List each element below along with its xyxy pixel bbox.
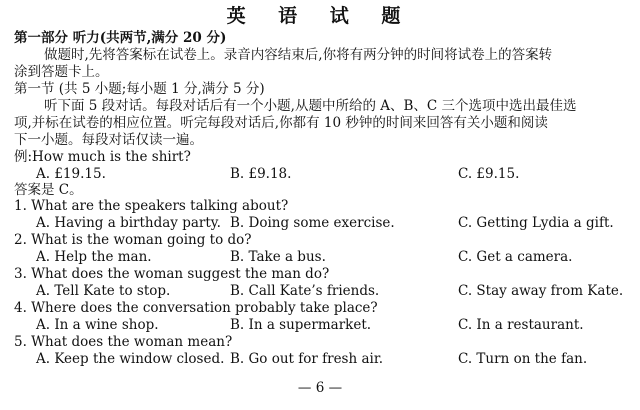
question-3-option-c: C. Stay away from Kate. <box>458 283 624 299</box>
page-number: — 6 — <box>297 380 343 396</box>
question-1-option-b: B. Doing some exercise. <box>230 215 395 231</box>
question-3-option-b: B. Call Kate’s friends. <box>230 283 380 299</box>
page-title: 英 语 试 题 <box>226 5 414 27</box>
example-option-b: B. £9.18. <box>230 166 292 182</box>
part1-instruction-line: 涂到答题卡上。 <box>14 64 109 80</box>
question-2-option-c: C. Get a camera. <box>458 249 573 265</box>
section1-instruction-line: 下一小题。每段对话仅读一遍。 <box>14 132 203 148</box>
question-1-option-a: A. Having a birthday party. <box>36 215 221 231</box>
question-4-option-b: B. In a supermarket. <box>230 317 372 333</box>
question-2-option-a: A. Help the man. <box>36 249 152 265</box>
example-question: 例:How much is the shirt? <box>14 149 191 165</box>
example-answer: 答案是 C。 <box>14 182 83 198</box>
part1-instruction-line: 做题时,先将答案标在试卷上。录音内容结束后,你将有两分钟的时间将试卷上的答案转 <box>44 47 553 63</box>
example-option-c: C. £9.15. <box>458 166 520 182</box>
example-option-a: A. £19.15. <box>36 166 106 182</box>
question-5-option-c: C. Turn on the fan. <box>458 351 588 367</box>
question-4-option-c: C. In a restaurant. <box>458 317 584 333</box>
question-5-option-b: B. Go out for fresh air. <box>230 351 384 367</box>
question-1-option-c: C. Getting Lydia a gift. <box>458 215 614 231</box>
question-2: 2. What is the woman going to do? <box>14 232 252 248</box>
section1-instruction-line: 听下面 5 段对话。每段对话后有一个小题,从题中所给的 A、B、C 三个选项中选出最佳选 <box>44 98 577 114</box>
section1-heading: 第一节 (共 5 小题;每小题 1 分,满分 5 分) <box>14 81 265 97</box>
question-5: 5. What does the woman mean? <box>14 334 233 350</box>
question-3-option-a: A. Tell Kate to stop. <box>36 283 171 299</box>
question-5-option-a: A. Keep the window closed. <box>36 351 225 367</box>
question-4-option-a: A. In a wine shop. <box>36 317 159 333</box>
section1-instruction-line: 项,并标在试卷的相应位置。听完每段对话后,你都有 10 秒钟的时间来回答有关小题和阅读 <box>14 115 548 131</box>
question-2-option-b: B. Take a bus. <box>230 249 326 265</box>
question-1: 1. What are the speakers talking about? <box>14 198 289 214</box>
part1-heading: 第一部分 听力(共两节,满分 20 分) <box>14 30 227 46</box>
question-4: 4. Where does the conversation probably take place? <box>14 300 378 316</box>
question-3: 3. What does the woman suggest the man do? <box>14 266 330 282</box>
